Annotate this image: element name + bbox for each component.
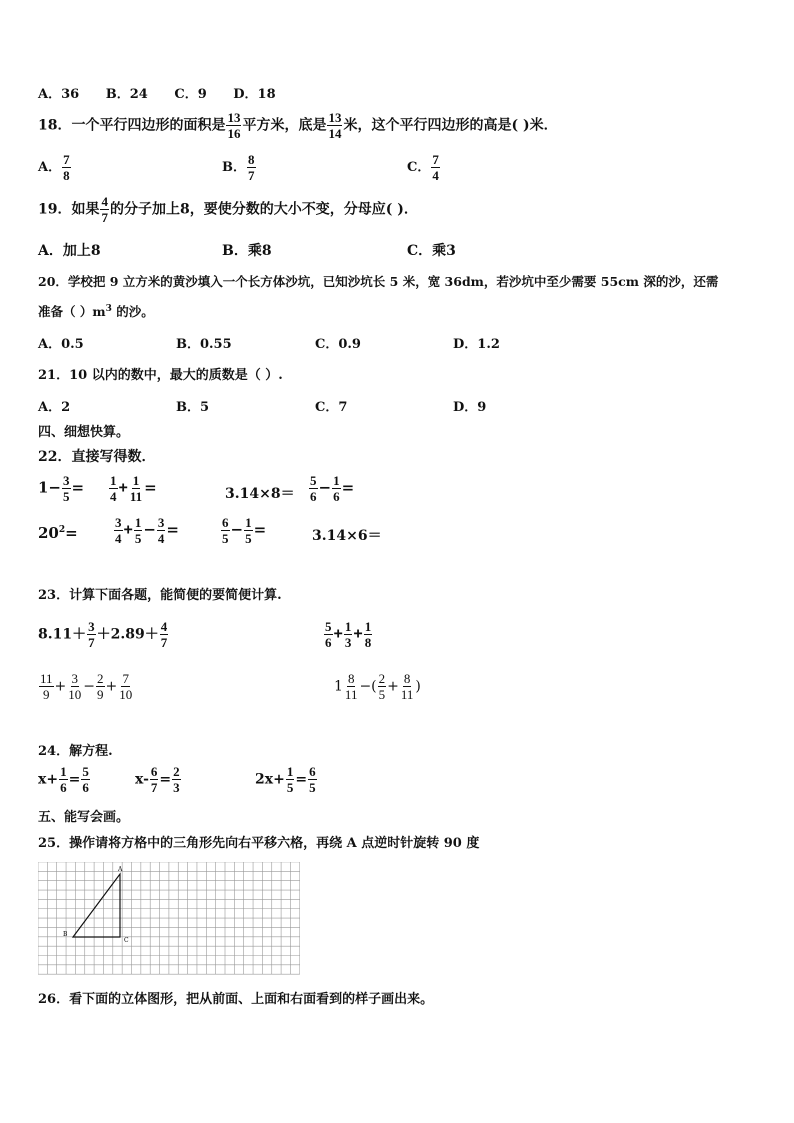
expr: 1− $\frac{3}{5}$ = [38,473,85,504]
equation: x- $\frac{6}{7}$ = $\frac{2}{3}$ [135,764,180,795]
option: A．2 [38,400,71,415]
question-20-line2: 准备（ ）$m^3$ 的沙。 [38,303,154,319]
option: C．9 [174,87,207,102]
section-heading: 五、能写会画。 [38,810,130,825]
option: C．0.9 [315,337,361,352]
q18-option-a: A． $\frac{7}{8}$ [38,152,70,183]
grid-figure [38,862,300,975]
question-24-title: 24．解方程. [38,744,113,759]
section-heading: 四、细想快算。 [38,425,130,440]
option: D．9 [453,400,487,415]
option: C．乘3 [407,243,456,259]
question-text: 米，这个平行四边形的高是( )米． [343,117,558,134]
question-25: 25．操作请将方格中的三角形先向右平移六格，再绕 A 点逆时针旋转 90 度 [38,836,480,851]
expr: 8.11＋ $\frac{3}{7}$ ＋2.89＋ $\frac{4}{7}$ [38,619,168,650]
fraction: $\frac{13}{16}$ [227,110,241,141]
option: B．乘8 [222,243,272,259]
expr: $\frac{11}{9}$ + $\frac{3}{10}$ − $\frac{2}{9}$ + $\frac{7}{10}$ [40,671,133,702]
option: C．7 [315,400,348,415]
question-18 [38,111,558,140]
expr: $\frac{1}{4}$ + $\frac{1}{11}$ = [110,473,157,504]
equation: x+ $\frac{1}{6}$ = $\frac{5}{6}$ [38,764,89,795]
option: A．0.5 [38,337,84,352]
question-22-title: 22．直接写得数． [38,449,156,465]
option: A．加上8 [38,243,101,259]
option: D．18 [233,87,276,102]
expr: $\frac{5}{6}$ − $\frac{1}{6}$ = [310,473,355,504]
option: D．1.2 [453,337,500,352]
question-26: 26．看下面的立体图形，把从前面、上面和右面看到的样子画出来。 [38,992,434,1007]
q18-option-b: B． $\frac{8}{7}$ [222,152,255,183]
fraction: $\frac{4}{7}$ [101,194,108,225]
question-19: 19．如果 $\frac{4}{7}$ 的分子加上8，要使分数的大小不变，分母应( )． [38,194,418,225]
option: A．36 [38,87,80,102]
option: B．5 [176,400,210,415]
label-a: A [118,866,123,873]
q17-options [38,83,276,102]
question-21: 21．10 以内的数中，最大的质数是（ ）. [38,368,283,383]
q18-option-c: C． $\frac{7}{4}$ [407,152,439,183]
expr: $\frac{6}{5}$ − $\frac{1}{5}$ = [222,515,267,546]
question-23-title: 23．计算下面各题，能简便的要简便计算. [38,588,282,603]
label-b: B [63,931,68,938]
question-20-line1: 20．学校把 9 立方米的黄沙填入一个长方体沙坑，已知沙坑长 5 米，宽 36dm，若沙坑中至少需要 55cm 深的沙，还需 [38,274,719,289]
expr: 3.14×6＝ [312,528,382,544]
expr: 1 $\frac{8}{11}$ −( $\frac{2}{5}$ + $\frac{8}{11}$ ) [334,671,421,702]
fraction: $\frac{13}{14}$ [328,110,342,141]
expr: $\frac{5}{6}$ + $\frac{1}{3}$ + $\frac{1}{8}$ [325,619,372,650]
question-number: 18． [38,117,72,134]
expr: $20^2=$ [38,524,78,542]
question-text: 一个平行四边形的面积是 [71,117,226,134]
question-text: 平方米，底是 [242,117,327,134]
option: B．0.55 [176,337,232,352]
label-c: C [124,937,129,944]
equation: 2x+ $\frac{1}{5}$ = $\frac{6}{5}$ [255,764,316,795]
option: B．24 [105,87,148,102]
expr: 3.14×8＝ [225,486,295,502]
expr: $\frac{3}{4}$ + $\frac{1}{5}$ − $\frac{3}{4}$ = [115,515,179,546]
